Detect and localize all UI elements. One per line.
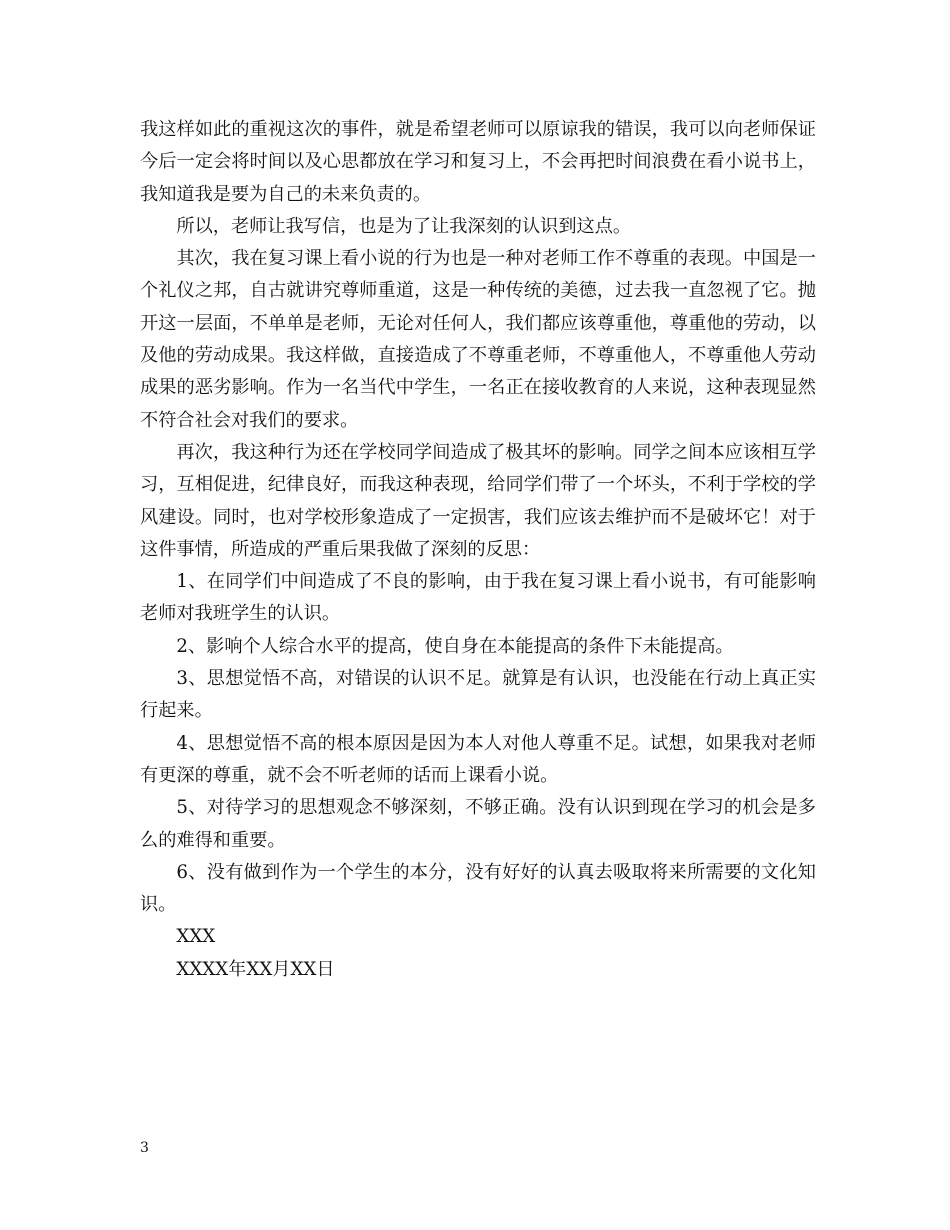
signature-date: XXXX年XX月XX日 xyxy=(176,958,335,980)
list-item-6: 6、没有做到作为一个学生的本分，没有好好的认真去吸取将来所需要的文化知识。 xyxy=(140,861,816,916)
body-text xyxy=(140,114,816,986)
list-item-4: 4、思想觉悟不高的根本原因是因为本人对他人尊重不足。试想，如果我对老师有更深的尊重，就不会不听老师的话而上课看小说。 xyxy=(140,732,816,786)
page-number: 3 xyxy=(140,1140,149,1156)
paragraph-2: 所以，老师让我写信，也是为了让我深刻的认识到这点。 xyxy=(176,215,632,237)
list-item-2: 2、影响个人综合水平的提高，使自身在本能提高的条件下未能提高。 xyxy=(176,635,734,657)
paragraph-1: 我这样如此的重视这次的事件，就是希望老师可以原谅我的错误，我可以向老师保证今后一定会将时间以及心思都放在学习和复习上，不会再把时间浪费在看小说书上，我知道我是要为自己的未来负责的。 xyxy=(140,119,816,205)
list-item-5: 5、对待学习的思想观念不够深刻，不够正确。没有认识到现在学习的机会是多么的难得和重要。 xyxy=(140,797,816,851)
list-item-1: 1、在同学们中间造成了不良的影响，由于我在复习课上看小说书，有可能影响老师对我班学生的认识。 xyxy=(140,571,816,625)
list-item-3: 3、思想觉悟不高，对错误的认识不足。就算是有认识，也没能在行动上真正实行起来。 xyxy=(140,668,816,722)
paragraph-3: 其次，我在复习课上看小说的行为也是一种对老师工作不尊重的表现。中国是一个礼仪之邦，自古就讲究尊师重道，这是一种传统的美德，过去我一直忽视了它。抛开这一层面，不单单是老师，无论对任何人，我们都应该尊重他，尊重他的劳动，以及他的劳动成果。我这样做，直接造成了不尊重老师，不尊重他人，不尊重他人劳动成果的恶劣影响。作为一名当代中学生，一名正在接收教育的人来说，这种表现显然不符合社会对我们的要求。 xyxy=(140,248,816,431)
signature-name: XXX xyxy=(176,926,216,948)
paragraph-4: 再次，我这种行为还在学校同学间造成了极其坏的影响。同学之间本应该相互学习，互相促进，纪律良好，而我这种表现，给同学们带了一个坏头，不利于学校的学风建设。同时，也对学校形象造成了一定损害，我们应该去维护而不是破坏它！对于这件事情，所造成的严重后果我做了深刻的反思： xyxy=(140,441,816,560)
